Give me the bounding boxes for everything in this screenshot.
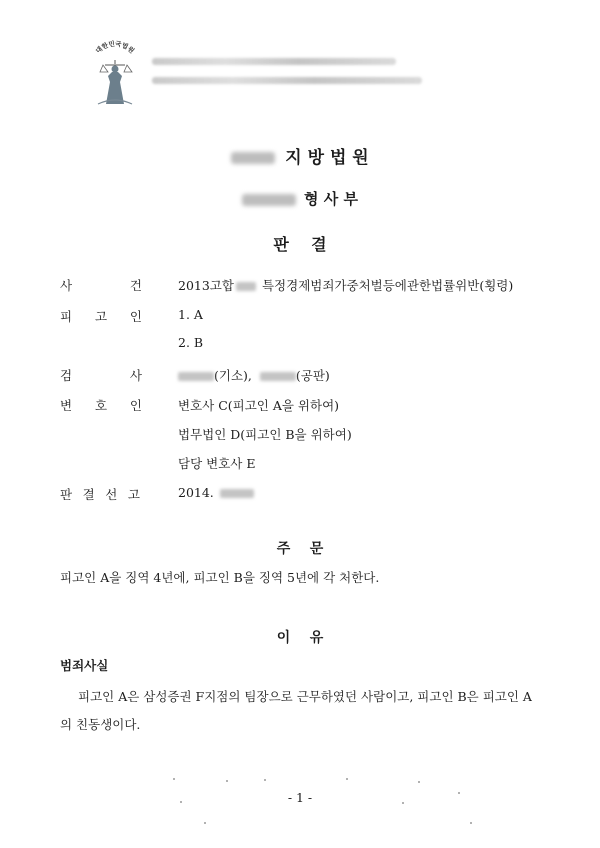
defendant-1: 1. A <box>178 307 203 322</box>
field-label-counsel: 변 호 인 <box>60 398 142 413</box>
scan-speck <box>346 778 348 780</box>
field-value-sentencing-date: 2014. <box>178 485 254 500</box>
field-label-defendant: 피 고 인 <box>60 309 142 324</box>
field-value-case: 2013고합 특정경제범죄가중처벌등에관한법률위반(횡령) <box>178 278 514 293</box>
court-name: 지 방 법 원 <box>0 143 600 168</box>
criminal-facts-heading: 범죄사실 <box>60 658 109 673</box>
order-title: 주 문 <box>276 541 324 557</box>
defendant-2: 2. B <box>178 335 204 350</box>
order-text: 피고인 A을 징역 4년에, 피고인 B을 징역 5년에 각 처한다. <box>60 570 380 585</box>
criminal-division: 형 사 부 <box>0 188 600 209</box>
counsel-1: 변호사 C(피고인 A을 위하여) <box>178 398 340 413</box>
scan-speck <box>226 780 228 782</box>
field-label-sentencing-date: 판 결 선 고 <box>60 487 140 502</box>
facts-paragraph-line-1: 피고인 A은 삼성증권 F지점의 팀장으로 근무하였던 사람이고, 피고인 B은 피고인 A <box>78 689 532 704</box>
scan-speck <box>173 778 175 780</box>
redacted-header-line <box>152 77 422 84</box>
redacted-prosecutor-2 <box>260 372 296 381</box>
facts-paragraph-line-2: 의 친동생이다. <box>60 717 141 732</box>
redacted-prosecutor-1 <box>178 372 214 381</box>
court-emblem-logo <box>84 38 146 106</box>
field-label-prosecutor: 검 사 <box>60 368 142 383</box>
field-value-prosecutor: (기소), (공판) <box>178 366 330 384</box>
counsel-3: 담당 변호사 E <box>178 456 256 471</box>
redacted-header-line <box>152 58 396 65</box>
redacted-case-number <box>236 282 256 291</box>
redacted-date <box>220 489 254 498</box>
field-label-case: 사 건 <box>60 278 142 293</box>
scan-speck <box>470 822 472 824</box>
judgment-title: 판 결 <box>273 235 327 254</box>
page-number: - 1 - <box>287 790 313 805</box>
scan-speck <box>204 822 206 824</box>
svg-text:대한민국법원: 대한민국법원 <box>94 39 136 55</box>
scan-speck <box>418 781 420 783</box>
counsel-2: 법무법인 D(피고인 B을 위하여) <box>178 427 352 442</box>
redacted-court-prefix <box>231 152 275 164</box>
redacted-division-prefix <box>242 194 296 206</box>
scan-speck <box>264 779 266 781</box>
reason-title: 이 유 <box>276 630 324 646</box>
